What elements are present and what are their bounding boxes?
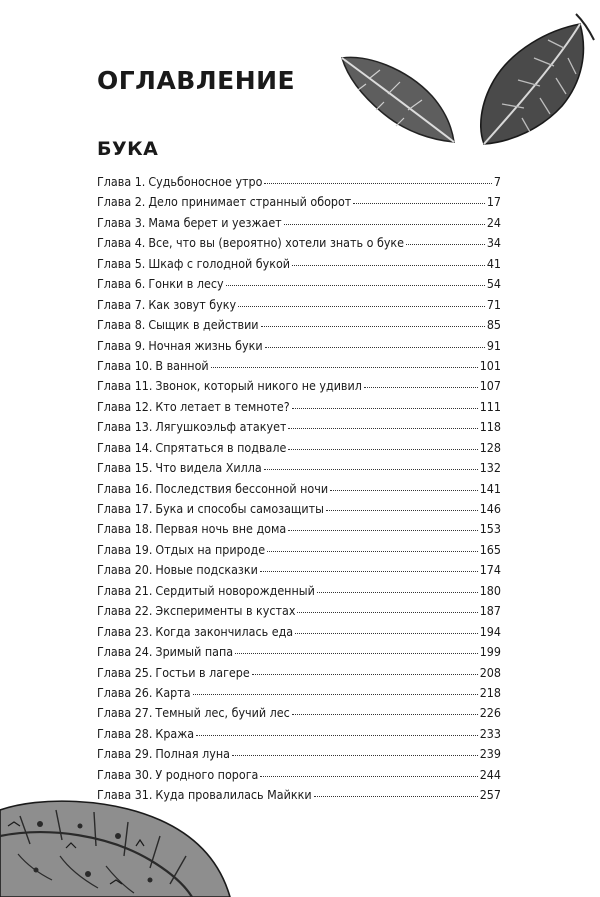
chapter-page-number: 91 [486,337,501,353]
chapter-label: Глава 23. [97,623,153,639]
dot-leader [193,694,478,695]
toc-entry [97,315,501,335]
chapter-page-number: 244 [479,766,501,782]
chapter-page-number: 7 [493,174,501,189]
chapter-page-number: 107 [479,378,501,394]
dot-leader [265,347,485,348]
dot-leader [364,387,478,388]
dot-leader [292,408,478,409]
toc-entry [97,356,501,376]
chapter-title: Зримый папа [155,644,234,660]
chapter-page-number: 226 [479,705,501,721]
toc-entry [97,254,501,274]
leaf-icon-large [478,10,600,150]
chapter-page-number: 41 [486,255,501,271]
chapter-title: В ванной [155,357,209,373]
chapter-page-number: 146 [479,501,501,516]
chapter-label: Глава 1. [97,174,146,189]
chapter-page-number: 34 [486,235,501,251]
chapter-page-number: 71 [486,296,501,312]
dot-leader [260,571,478,572]
chapter-page-number: 54 [486,276,501,292]
dot-leader [260,776,477,777]
chapter-title: Что видела Хилла [155,460,262,476]
toc-entry [97,295,501,315]
toc-entry [97,397,501,417]
chapter-title: Кто летает в темноте? [155,398,290,414]
chapter-page-number: 208 [479,664,501,680]
toc-entry [97,172,501,192]
chapter-page-number: 111 [479,398,501,414]
chapter-label: Глава 28. [97,725,153,741]
chapter-label: Глава 26. [97,684,153,700]
chapter-label: Глава 8. [97,317,146,333]
chapter-page-number: 141 [479,480,501,496]
toc-entry [97,519,501,539]
chapter-label: Глава 15. [97,460,153,476]
toc-entry [97,765,501,785]
dot-leader [238,306,485,307]
chapter-title: Дело принимает странный оборот [148,194,352,210]
dot-leader [406,244,485,245]
dot-leader [264,183,491,184]
chapter-label: Глава 27. [97,705,153,721]
chapter-title: Сердитый новорожденный [155,582,315,598]
toc-entry [97,213,501,233]
chapter-title: Все, что вы (вероятно) хотели знать о буке [148,235,405,251]
toc-heading: ОГЛАВЛЕНИЕ [97,66,296,95]
dot-leader [314,796,478,797]
chapter-page-number: 118 [479,419,501,435]
chapter-title: Полная луна [155,746,230,762]
chapter-label: Глава 22. [97,603,153,619]
toc-entry [97,479,501,499]
dot-leader [288,530,477,531]
toc-entry [97,499,501,519]
chapter-label: Глава 6. [97,276,146,292]
chapter-page-number: 17 [486,194,501,210]
dot-leader [297,612,477,613]
chapter-page-number: 132 [479,460,501,476]
chapter-page-number: 174 [479,562,501,578]
leaf-icon-small [336,50,460,148]
chapter-label: Глава 2. [97,194,146,210]
chapter-label: Глава 11. [97,378,153,394]
chapter-title: У родного порога [155,766,259,782]
dot-leader [288,449,477,450]
toc-list [97,172,501,806]
chapter-page-number: 194 [479,623,501,639]
dot-leader [252,674,478,675]
toc-entry [97,683,501,703]
chapter-page-number: 165 [479,541,501,557]
dot-leader [288,428,477,429]
chapter-title: Куда провалилась Майкки [155,787,312,803]
chapter-title: Мама берет и уезжает [148,214,282,230]
chapter-label: Глава 31. [97,787,153,803]
chapter-title: Ночная жизнь буки [148,337,263,353]
toc-entry [97,417,501,437]
toc-entry [97,642,501,662]
chapter-page-number: 101 [479,357,501,373]
chapter-label: Глава 21. [97,582,153,598]
toc-entry [97,540,501,560]
chapter-title: Последствия бессонной ночи [155,480,329,496]
chapter-title: Бука и способы самозащиты [155,501,324,516]
chapter-title: Судьбоносное утро [148,174,263,189]
dot-leader [232,755,478,756]
dot-leader [330,490,478,491]
chapter-title: Эксперименты в кустах [155,603,296,619]
chapter-title: Темный лес, бучий лес [155,705,290,721]
dot-leader [317,592,478,593]
toc-entry [97,724,501,744]
chapter-page-number: 218 [479,684,501,700]
chapter-page-number: 128 [479,439,501,455]
chapter-label: Глава 10. [97,357,153,373]
toc-entry [97,376,501,396]
section-title: БУКА [97,138,159,160]
chapter-title: Шкаф с голодной букой [148,255,291,271]
chapter-title: Первая ночь вне дома [155,521,287,537]
chapter-title: Новые подсказки [155,562,258,578]
chapter-label: Глава 3. [97,214,146,230]
toc-entry [97,703,501,723]
chapter-label: Глава 30. [97,766,153,782]
chapter-title: Гостьи в лагере [155,664,250,680]
chapter-title: Кража [155,725,195,741]
chapter-label: Глава 18. [97,521,153,537]
dot-leader [267,551,478,552]
chapter-page-number: 257 [479,787,501,803]
chapter-title: Сыщик в действии [148,317,259,333]
dot-leader [292,265,485,266]
dot-leader [226,285,485,286]
chapter-label: Глава 7. [97,296,146,312]
chapter-title: Гонки в лесу [148,276,224,292]
toc-entry [97,560,501,580]
chapter-label: Глава 20. [97,562,153,578]
chapter-page-number: 233 [479,725,501,741]
toc-entry [97,744,501,764]
toc-entry [97,438,501,458]
toc-entry [97,192,501,212]
dot-leader [326,510,478,511]
chapter-label: Глава 17. [97,501,153,516]
chapter-label: Глава 5. [97,255,146,271]
toc-entry [97,622,501,642]
chapter-title: Спрятаться в подвале [155,439,287,455]
toc-entry [97,274,501,294]
chapter-label: Глава 19. [97,541,153,557]
dot-leader [292,714,478,715]
dot-leader [261,326,485,327]
chapter-title: Звонок, который никого не удивил [155,378,362,394]
chapter-label: Глава 9. [97,337,146,353]
toc-entry [97,458,501,478]
dot-leader [196,735,478,736]
chapter-title: Когда закончилась еда [155,623,294,639]
dot-leader [295,633,478,634]
chapter-label: Глава 4. [97,235,146,251]
dot-leader [284,224,485,225]
dot-leader [235,653,478,654]
chapter-title: Карта [155,684,191,700]
toc-entry [97,663,501,683]
chapter-label: Глава 12. [97,398,153,414]
chapter-page-number: 187 [479,603,501,619]
chapter-page-number: 153 [479,521,501,537]
dot-leader [211,367,478,368]
chapter-label: Глава 13. [97,419,153,435]
leaf-icon-corner [0,796,232,897]
chapter-label: Глава 29. [97,746,153,762]
toc-entry [97,336,501,356]
toc-entry [97,601,501,621]
chapter-label: Глава 14. [97,439,153,455]
chapter-page-number: 239 [479,746,501,762]
chapter-label: Глава 24. [97,644,153,660]
chapter-page-number: 24 [486,214,501,230]
dot-leader [264,469,478,470]
chapter-title: Как зовут буку [148,296,237,312]
chapter-label: Глава 25. [97,664,153,680]
chapter-title: Лягушкоэльф атакует [155,419,287,435]
chapter-title: Отдых на природе [155,541,266,557]
chapter-page-number: 180 [479,582,501,598]
chapter-page-number: 199 [479,644,501,660]
toc-entry [97,233,501,253]
chapter-label: Глава 16. [97,480,153,496]
dot-leader [353,203,485,204]
chapter-page-number: 85 [486,317,501,333]
toc-entry [97,581,501,601]
